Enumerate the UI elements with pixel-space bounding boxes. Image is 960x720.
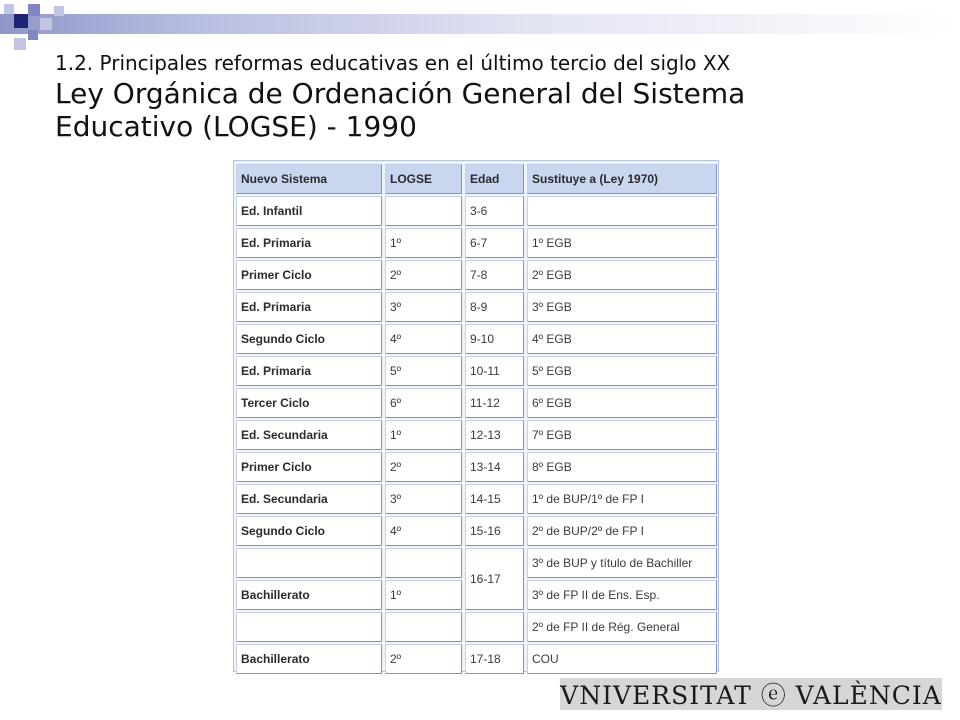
edad-cell: 6-7 [465, 228, 524, 258]
sustituye-cell: 3º de BUP y título de Bachiller [527, 548, 717, 578]
edad-cell: 11-12 [465, 388, 524, 418]
decorative-square [40, 18, 52, 30]
nuevo-sistema-cell: Ed. Infantil [236, 196, 382, 226]
sustituye-cell: 5º EGB [527, 356, 717, 386]
edad-cell: 10-11 [465, 356, 524, 386]
sustituye-cell: COU [527, 644, 717, 674]
edad-cell: 14-15 [465, 484, 524, 514]
sustituye-cell: 2º de BUP/2º de FP I [527, 516, 717, 546]
slide-title-line: Ley Orgánica de Ordenación General del Sistema [55, 77, 746, 110]
nuevo-sistema-cell: Ed. Primaria [236, 292, 382, 322]
sustituye-cell: 6º EGB [527, 388, 717, 418]
nuevo-sistema-cell: Bachillerato [236, 644, 382, 674]
edad-cell: 15-16 [465, 516, 524, 546]
logse-cell: 6º [385, 388, 462, 418]
decorative-square [28, 30, 38, 40]
edad-cell: 3-6 [465, 196, 524, 226]
edad-cell [465, 612, 524, 642]
nuevo-sistema-cell [236, 612, 382, 642]
sustituye-cell [527, 196, 717, 226]
slide-title [55, 77, 935, 143]
decorative-square [54, 6, 64, 16]
table-header-cell: Sustituye a (Ley 1970) [527, 164, 717, 194]
sustituye-cell: 2º EGB [527, 260, 717, 290]
logse-cell [385, 548, 462, 578]
nuevo-sistema-cell: Primer Ciclo [236, 260, 382, 290]
logse-cell: 3º [385, 484, 462, 514]
sustituye-cell: 3º EGB [527, 292, 717, 322]
logse-cell: 2º [385, 644, 462, 674]
sustituye-cell: 2º de FP II de Rég. General [527, 612, 717, 642]
logse-cell: 1º [385, 420, 462, 450]
nuevo-sistema-cell: Primer Ciclo [236, 452, 382, 482]
edad-cell: 8-9 [465, 292, 524, 322]
logse-cell: 5º [385, 356, 462, 386]
university-logo [560, 678, 942, 710]
nuevo-sistema-cell: Segundo Ciclo [236, 516, 382, 546]
logse-cell: 3º [385, 292, 462, 322]
nuevo-sistema-cell: Bachillerato [236, 580, 382, 610]
sustituye-cell: 8º EGB [527, 452, 717, 482]
slide-titles [55, 50, 935, 143]
nuevo-sistema-cell: Segundo Ciclo [236, 324, 382, 354]
nuevo-sistema-cell: Ed. Primaria [236, 356, 382, 386]
logse-cell: 2º [385, 260, 462, 290]
logse-cell [385, 612, 462, 642]
logse-cell: 4º [385, 516, 462, 546]
slide-subtitle: 1.2. Principales reformas educativas en el último tercio del siglo XX [55, 51, 731, 75]
nuevo-sistema-cell: Ed. Primaria [236, 228, 382, 258]
nuevo-sistema-cell: Ed. Secundaria [236, 484, 382, 514]
slide-title-line: Educativo (LOGSE) - 1990 [55, 110, 417, 143]
edad-cell: 7-8 [465, 260, 524, 290]
edad-cell: 16-17 [465, 548, 524, 610]
decorative-square [14, 38, 26, 50]
decorative-square [28, 4, 40, 16]
sustituye-cell: 1º EGB [527, 228, 717, 258]
nuevo-sistema-cell: Tercer Ciclo [236, 388, 382, 418]
decorative-square [14, 14, 28, 28]
edad-cell: 17-18 [465, 644, 524, 674]
edad-cell: 13-14 [465, 452, 524, 482]
edad-cell: 12-13 [465, 420, 524, 450]
logse-cell: 2º [385, 452, 462, 482]
edad-cell: 9-10 [465, 324, 524, 354]
sustituye-cell: 3º de FP II de Ens. Esp. [527, 580, 717, 610]
nuevo-sistema-cell: Ed. Secundaria [236, 420, 382, 450]
logse-cell: 4º [385, 324, 462, 354]
table-header-cell: Nuevo Sistema [236, 164, 382, 194]
sustituye-cell: 4º EGB [527, 324, 717, 354]
table-header-cell: Edad [465, 164, 524, 194]
sustituye-cell: 7º EGB [527, 420, 717, 450]
table-header-cell: LOGSE [385, 164, 462, 194]
decorative-square [4, 4, 14, 14]
university-logo-text: VNIVERSITAT ⓔ VALÈNCIA [560, 681, 942, 710]
education-system-table [233, 160, 719, 672]
logse-cell: 1º [385, 580, 462, 610]
header-gradient-bar [0, 14, 960, 34]
nuevo-sistema-cell [236, 548, 382, 578]
sustituye-cell: 1º de BUP/1º de FP I [527, 484, 717, 514]
logse-cell [385, 196, 462, 226]
logse-cell: 1º [385, 228, 462, 258]
